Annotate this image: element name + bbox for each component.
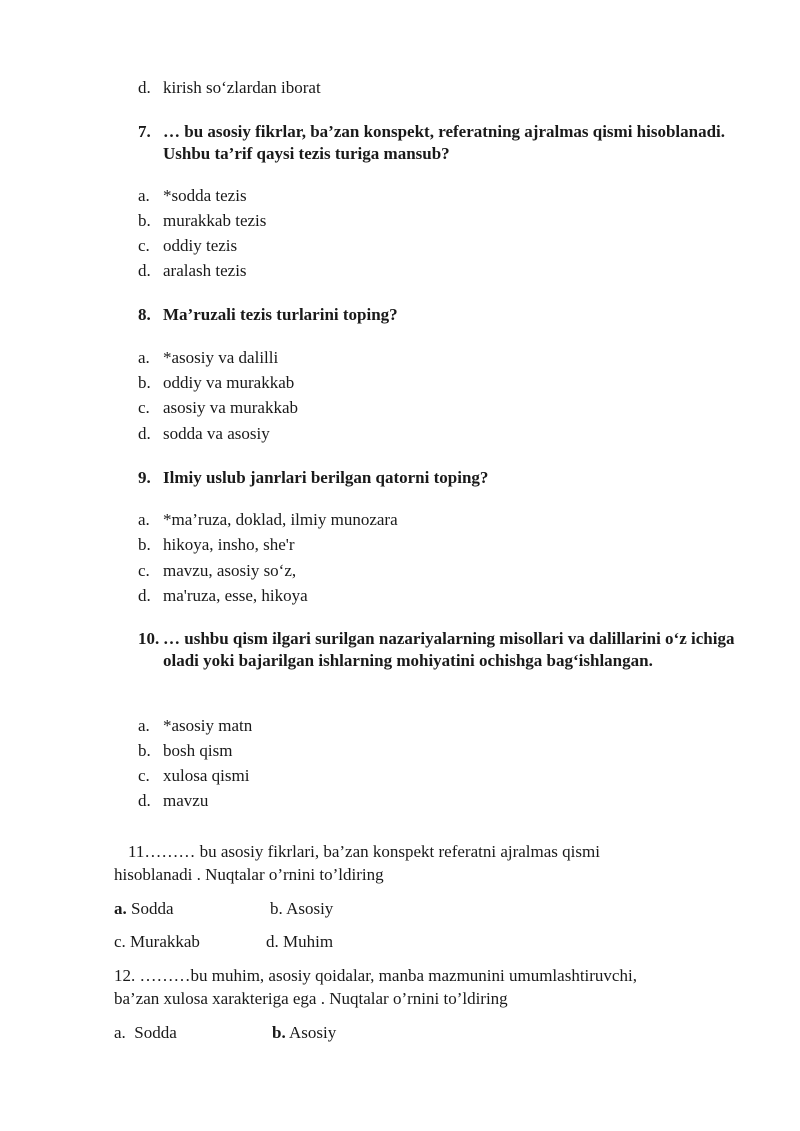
q9-option-a: a. *ma’ruza, doklad, ilmiy munozara <box>138 510 398 529</box>
q12-line-2: ba’zan xulosa xarakteriga ega . Nuqtalar o’rnini to’ldiring <box>114 989 508 1008</box>
q9-option-b: b. hikoya, insho, she'r <box>138 535 295 554</box>
q9-text: Ilmiy uslub janrlari berilgan qatorni toping? <box>163 468 489 487</box>
q8-number: 8. <box>138 305 151 324</box>
q7-option-a: a. *sodda tezis <box>138 186 247 205</box>
q8-option-c: c. asosiy va murakkab <box>138 398 299 417</box>
q12-option-a: a. Sodda <box>114 1023 177 1042</box>
q11-option-a: a. Sodda <box>114 899 174 918</box>
q6-option-d: d. kirish so‘zlardan iborat <box>138 78 321 97</box>
q9-question <box>138 467 738 489</box>
q10-option-b: b. bosh qism <box>138 741 233 760</box>
q12-option-b: b. Asosiy <box>272 1023 337 1042</box>
q10-question <box>138 628 763 672</box>
q10-option-d: d. mavzu <box>138 791 209 810</box>
q12-line-1: 12. ………bu muhim, asosiy qoidalar, manba mazmunini umumlashtiruvchi, <box>114 966 637 985</box>
q11-line-2: hisoblanadi . Nuqtalar o’rnini to’ldiring <box>114 865 384 884</box>
q9-option-d: d. ma'ruza, esse, hikoya <box>138 586 308 605</box>
q7-text: … bu asosiy fikrlar, ba’zan konspekt, referatning ajralmas qismi hisoblanadi. Ushbu ta’rif qaysi tezis turiga mansub? <box>163 122 726 163</box>
q9-option-c: c. mavzu, asosiy so‘z, <box>138 561 297 580</box>
q10-option-c: c. xulosa qismi <box>138 766 250 785</box>
q8-option-d: d. sodda va asosiy <box>138 424 270 443</box>
q8-question <box>138 304 738 326</box>
q7-number: 7. <box>138 122 151 141</box>
q11-line-1: 11……… bu asosiy fikrlari, ba’zan konspekt referatni ajralmas qismi <box>128 842 600 861</box>
q11-option-d: d. Muhim <box>266 932 334 951</box>
q10-number: 10. <box>138 629 160 648</box>
q7-question <box>138 121 738 165</box>
q7-option-d: d. aralash tezis <box>138 261 247 280</box>
q8-option-a: a. *asosiy va dalilli <box>138 348 279 367</box>
q7-option-b: b. murakkab tezis <box>138 211 267 230</box>
q10-option-a: a. *asosiy matn <box>138 716 253 735</box>
q11-option-b: b. Asosiy <box>270 899 334 918</box>
q10-text: … ushbu qism ilgari surilgan nazariyalarning misollari va dalillarini o‘z ichiga oladi yoki bajarilgan ishlarning mohiyatini ochishga bag‘ishlangan. <box>163 629 735 670</box>
q11-option-c: c. Murakkab <box>114 932 200 951</box>
q8-option-b: b. oddiy va murakkab <box>138 373 295 392</box>
q9-number: 9. <box>138 468 151 487</box>
q7-option-c: c. oddiy tezis <box>138 236 238 255</box>
q8-text: Ma’ruzali tezis turlarini toping? <box>163 305 398 324</box>
